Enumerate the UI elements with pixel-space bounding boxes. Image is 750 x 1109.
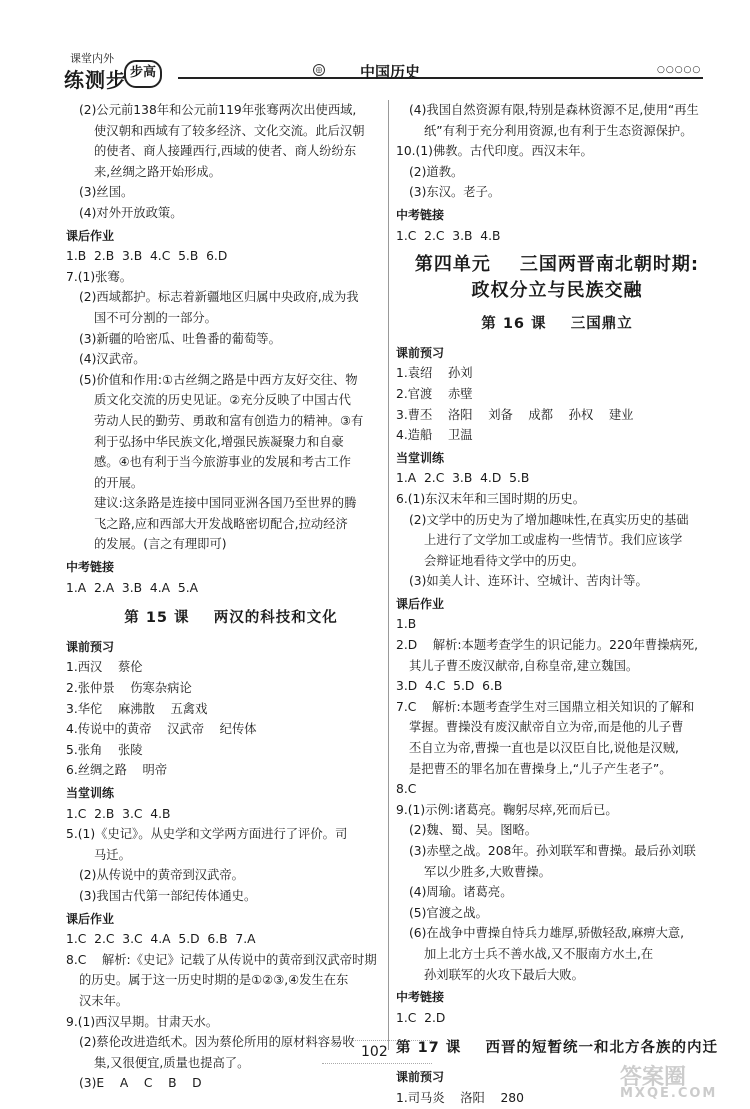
- answer-line: (5)价值和作用:①古丝绸之路是中西方友好交往、物: [79, 372, 358, 387]
- answer-line: 马迁。: [94, 847, 131, 862]
- page-number: 102: [361, 1044, 388, 1060]
- answer-line: 建议:这条路是连接中国同亚洲各国乃至世界的腾: [94, 496, 357, 511]
- watermark-site: MXQE.COM: [620, 1086, 718, 1101]
- answer-line: (3)我国古代第一部纪传体通史。: [79, 888, 257, 903]
- answer-line: (3)E A C B D: [79, 1076, 202, 1091]
- answer-line: 2.D 解析:本题考查学生的识记能力。220年曹操病死,: [396, 638, 699, 653]
- answer-line: 汉末年。: [79, 993, 129, 1008]
- right-column: [396, 100, 718, 1108]
- answer-line: (2)西域都护。标志着新疆地区归属中央政府,成为我: [79, 290, 359, 305]
- answer-line: (3)赤壁之战。208年。孙刘联军和曹操。最后孙刘联: [409, 844, 696, 858]
- unit-title: 第四单元 三国两晋南北朝时期:: [414, 254, 700, 276]
- answer-line: 1.C 2.B 3.C 4.B: [66, 806, 171, 821]
- section-heading: 当堂训练: [66, 786, 115, 800]
- answer-line: (3)东汉。老子。: [409, 185, 501, 200]
- header-dot-icon: ◎: [313, 64, 325, 76]
- section-heading: 课前预习: [66, 639, 115, 654]
- page-header: [0, 0, 750, 92]
- answer-line: 国不可分割的一部分。: [94, 310, 217, 325]
- header-rule: [178, 77, 703, 79]
- answer-line: 4.传说中的黄帝 汉武帝 纪传体: [66, 722, 257, 737]
- header-rings-icon: ○○○○○: [657, 65, 702, 75]
- answer-line: 6.(1)东汉末年和三国时期的历史。: [396, 491, 586, 506]
- lesson-title: 第 15 课 两汉的科技和文化: [124, 610, 338, 627]
- answer-line: 质文化交流的历史见证。②充分反映了中国古代: [94, 393, 351, 408]
- answer-line: 1.A 2.C 3.B 4.D 5.B: [396, 471, 530, 486]
- answer-line: (2)道教。: [409, 164, 464, 179]
- section-heading: 课后作业: [66, 228, 115, 243]
- section-heading: 当堂训练: [396, 450, 445, 465]
- answer-line: 9.(1)西汉早期。甘肃天水。: [66, 1014, 219, 1029]
- left-column: [66, 100, 396, 1094]
- answer-line: (6)在战争中曹操自恃兵力雄厚,骄傲轻敌,麻痹大意,: [409, 926, 685, 941]
- answer-line: 掌握。曹操没有废汉献帝自立为帝,而是他的儿子曹: [409, 720, 684, 735]
- answer-line: 使汉朝和西域有了较多经济、文化交流。此后汉朝: [94, 123, 365, 138]
- section-heading: 中考链接: [66, 560, 115, 575]
- answer-line: 2.张仲景 伤寒杂病论: [66, 681, 192, 696]
- watermark-logo: 答案圈: [620, 1065, 687, 1090]
- answer-line: 军以少胜多,大败曹操。: [424, 864, 551, 879]
- answer-line: 8.C: [396, 782, 417, 797]
- answer-line: 10.(1)佛教。古代印度。西汉末年。: [396, 144, 593, 159]
- answer-line: 3.曹丕 洛阳 刘备 成都 孙权 建业: [396, 407, 634, 422]
- logo-title: 练测步: [64, 68, 127, 92]
- answer-line: 集,又很便宜,质量也提高了。: [94, 1055, 250, 1070]
- answer-line: 1.C 2.C 3.C 4.A 5.D 6.B 7.A: [66, 932, 256, 947]
- answer-line: (4)汉武帝。: [79, 352, 146, 367]
- answer-line: 是把曹丕的罪名加在曹操身上,“儿子产生老子”。: [409, 761, 672, 776]
- answer-line: (3)丝国。: [79, 185, 134, 200]
- section-heading: 课后作业: [66, 911, 115, 926]
- answer-line: (5)官渡之战。: [409, 905, 488, 920]
- answer-line: 4.造船 卫温: [396, 428, 473, 443]
- answer-line: (2)文学中的历史为了增加趣味性,在真实历史的基础: [409, 512, 689, 527]
- answer-line: 1.C 2.D: [396, 1010, 446, 1025]
- section-heading: 中考链接: [396, 207, 445, 222]
- lesson-title: 第 16 课 三国鼎立: [481, 316, 633, 333]
- answer-line: 劳动人民的勤劳、勇敢和富有创造力的精神。③有: [94, 413, 364, 428]
- answer-line: 3.D 4.C 5.D 6.B: [396, 679, 503, 694]
- answer-line: 1.司马炎 洛阳 280: [396, 1090, 524, 1105]
- section-heading: 课前预习: [396, 1069, 445, 1084]
- answer-line: (3)如美人计、连环计、空城计、苦肉计等。: [409, 574, 648, 589]
- answer-line: 1.A 2.A 3.B 4.A 5.A: [66, 580, 199, 595]
- column-divider: [388, 100, 389, 1050]
- answer-line: 1.C 2.C 3.B 4.B: [396, 228, 501, 243]
- answer-line: 2.官渡 赤壁: [396, 386, 473, 401]
- section-heading: 中考链接: [396, 990, 445, 1005]
- answer-line: 孙刘联军的火攻下最后大败。: [424, 967, 584, 982]
- answer-line: (2)蔡伦改进造纸术。因为蔡伦所用的原材料容易收: [79, 1035, 355, 1050]
- answer-line: 的发展。(言之有理即可): [94, 537, 227, 552]
- answer-line: 其儿子曹丕废汉献帝,自称皇帝,建立魏国。: [409, 658, 639, 673]
- answer-line: 的开展。: [94, 475, 144, 490]
- answer-line: 会辩证地看待文学中的历史。: [424, 553, 584, 568]
- answer-line: (2)从传说中的黄帝到汉武帝。: [79, 868, 244, 883]
- answer-line: (2)魏、蜀、吴。图略。: [409, 823, 538, 838]
- section-heading: 课前预习: [396, 345, 445, 360]
- answer-line: (4)周瑜。诸葛亮。: [409, 885, 513, 900]
- answer-line: 加上北方士兵不善水战,又不服南方水土,在: [424, 946, 654, 961]
- answer-line: 5.(1)《史记》。从史学和文学两方面进行了评价。司: [66, 827, 348, 842]
- unit-title: 政权分立与民族交融: [471, 280, 643, 302]
- answer-line: 7.C 解析:本题考查学生对三国鼎立相关知识的了解和: [396, 699, 695, 714]
- answer-line: 的历史。属于这一历史时期的是①②③,④发生在东: [79, 973, 349, 988]
- answer-line: (2)公元前138年和公元前119年张骞两次出使西域,: [79, 103, 357, 117]
- answer-line: 3.华佗 麻沸散 五禽戏: [66, 701, 208, 716]
- answer-line: 感。④也有利于当今旅游事业的发展和考古工作: [94, 455, 351, 470]
- answer-line: 纸”有利于充分利用资源,也有利于生态资源保护。: [424, 123, 693, 138]
- answer-line: 6.丝绸之路 明帝: [66, 763, 168, 778]
- section-heading: 课后作业: [396, 596, 445, 611]
- answer-line: (4)我国自然资源有限,特别是森林资源不足,使用“再生: [409, 103, 699, 117]
- answer-line: 上进行了文学加工或虚构一些情节。我们应该学: [424, 533, 683, 548]
- answer-line: 的使者、商人接踵西行,西域的使者、商人纷纷东: [94, 144, 357, 159]
- answer-line: 5.张角 张陵: [66, 742, 143, 757]
- answer-line: 9.(1)示例:诸葛亮。鞠躬尽瘁,死而后已。: [396, 802, 618, 817]
- answer-line: 来,丝绸之路开始形成。: [94, 164, 221, 179]
- logo-badge: 步高: [124, 60, 162, 88]
- answer-line: (3)新疆的哈密瓜、吐鲁番的葡萄等。: [79, 331, 281, 346]
- answer-line: (4)对外开放政策。: [79, 205, 183, 220]
- answer-line: 8.C 解析:《史记》记载了从传说中的黄帝到汉武帝时期: [66, 952, 377, 967]
- answer-line: 7.(1)张骞。: [66, 269, 133, 284]
- logo-subtitle: 课堂内外: [70, 52, 114, 65]
- answer-line: 丕自立为帝,曹操一直也是以汉臣自比,说他是汉贼,: [409, 741, 679, 756]
- answer-line: 1.西汉 蔡伦: [66, 660, 143, 675]
- answer-line: 利于弘扬中华民族文化,增强民族凝聚力和自豪: [94, 434, 344, 449]
- lesson-title: 第 17 课 西晋的短暂统一和北方各族的内迁: [396, 1040, 718, 1057]
- subject-title: 中国历史: [360, 63, 421, 81]
- answer-line: 1.袁绍 孙刘: [396, 366, 473, 381]
- answer-line: 飞之路,应和西部大开发战略密切配合,拉动经济: [94, 516, 348, 531]
- answer-line: 1.B 2.B 3.B 4.C 5.B 6.D: [66, 249, 228, 264]
- answer-line: 1.B: [396, 617, 417, 632]
